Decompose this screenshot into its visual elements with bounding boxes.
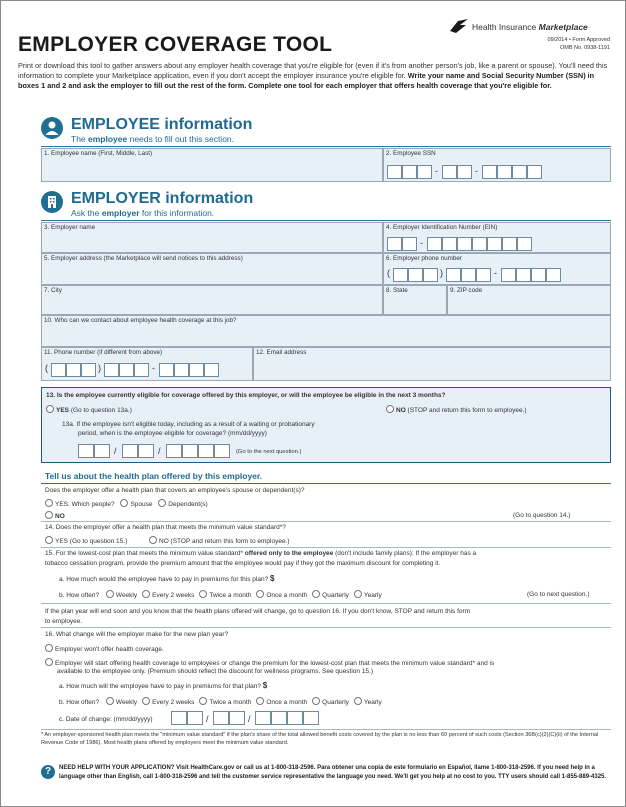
q15-frequency-option[interactable]: Weekly xyxy=(106,592,137,599)
help-question-icon: ? xyxy=(41,765,55,779)
ssn-digit[interactable] xyxy=(417,165,432,179)
radio-icon xyxy=(158,499,166,507)
ein-digit[interactable] xyxy=(502,237,517,251)
building-icon xyxy=(41,191,63,213)
radio-icon xyxy=(354,590,362,598)
form-date: 09/2014 • Form Approved xyxy=(547,37,610,43)
question-13-box: 13. Is the employee currently eligible for coverage offered by this employer, or will the employee be eligible in the next 3 months? YES (Go to question 13a.) NO (STOP and return this form to employee.) 13a. If the employee isn't eligible today, including as a result of a waiting or probationary period, when is the employee eligible for coverage? (mm/dd/yyyy) / / (Go to the next question.) xyxy=(41,387,611,463)
radio-icon xyxy=(106,697,114,705)
change-date-box[interactable] xyxy=(255,711,271,725)
q16-option-change[interactable]: Employer will start offering health coverage to employees or change the premium for the lowest-cost plan that meets the minimum value standard* and is xyxy=(45,658,494,667)
ein-digit[interactable] xyxy=(487,237,502,251)
help-text: NEED HELP WITH YOUR APPLICATION? Visit HealthCare.gov or call us at 1-800-318-2596. Para obtener una copia de este formulario en Español, llame 1-800-318-2596. If you need help in a language other than English, call 1-800-318-2596 and tell the customer service representative the language you need. We'll get you help at no cost to you. TTY users should call 1-855-889-4325. xyxy=(59,765,607,780)
q13-no-option[interactable]: NO (STOP and return this form to employee.) xyxy=(386,405,527,414)
q16-text: 16. What change will the employer make for the new plan year? xyxy=(45,631,229,638)
ein-digit[interactable] xyxy=(517,237,532,251)
brand-prefix: Health Insurance xyxy=(472,22,537,32)
footnote: * An employer-sponsored health plan meets the "minimum value standard" if the plan's share of the total allowed benefit costs covered by the plan is no less than 60 percent of such costs (Section 36B(c)(2)(C)(ii) of the Internal Revenue Code of 1986). Most health plans offered by employers meet the minimum value standard. xyxy=(41,732,599,746)
date-year[interactable] xyxy=(198,444,214,458)
change-date-box[interactable] xyxy=(303,711,319,725)
plan-section-title: Tell us about the health plan offered by this employer. xyxy=(45,471,263,481)
contact-phone-field[interactable]: 11. Phone number (if different from above) ( ) - xyxy=(41,347,253,381)
date-year[interactable] xyxy=(166,444,182,458)
q15-line2: tobacco cessation program, provide the premium amount that the employee would pay if they got the maximum discount for completing it. xyxy=(45,560,441,567)
q16-option-change-2: available to the employee only. (Premium should reflect the discount for wellness programs. See question 15.) xyxy=(57,668,374,675)
radio-icon xyxy=(354,697,362,705)
q16-option-no-coverage[interactable]: Employer won't offer health coverage. xyxy=(45,644,164,653)
radio-icon xyxy=(199,697,207,705)
marketplace-logo-icon xyxy=(448,17,470,35)
radio-icon xyxy=(45,536,53,544)
employer-phone-field[interactable]: 6. Employer phone number ( ) - xyxy=(383,253,611,285)
q15-frequency-option[interactable]: Quarterly xyxy=(312,592,349,599)
date-month[interactable] xyxy=(78,444,94,458)
employee-ssn-field[interactable]: 2. Employee SSN - - xyxy=(383,148,611,182)
radio-icon xyxy=(142,697,150,705)
radio-icon xyxy=(256,697,264,705)
q15-line1: 15. For the lowest-cost plan that meets the minimum value standard* offered only to the employee (don't include family plans): If the employer has a xyxy=(45,550,477,557)
date-day[interactable] xyxy=(138,444,154,458)
ssn-digit[interactable] xyxy=(387,165,402,179)
q13-text: 13. Is the employee currently eligible for coverage offered by this employer, or will the employee be eligible in the next 3 months? xyxy=(46,392,446,399)
employer-name-field[interactable]: 3. Employer name xyxy=(41,222,383,253)
plan-end-note: If the plan year will end soon and you know that the health plans offered will change, go to question 16. If you don't know, STOP and return this form xyxy=(45,608,471,615)
q13a-line2: period, when is the employee eligible for coverage? (mm/dd/yyyy) xyxy=(78,430,267,437)
radio-icon xyxy=(149,536,157,544)
divider xyxy=(41,483,611,484)
section-divider xyxy=(41,146,611,147)
change-date-box[interactable] xyxy=(271,711,287,725)
employer-ein-field[interactable]: 4. Employer Identification Number (EIN) - xyxy=(383,222,611,253)
date-year[interactable] xyxy=(214,444,230,458)
employee-section-subtitle: The employee needs to fill out this section. xyxy=(71,134,235,144)
ssn-digit[interactable] xyxy=(402,165,417,179)
q16c-text: c. Date of change: (mm/dd/yyyy) xyxy=(59,716,153,723)
change-date-box[interactable] xyxy=(171,711,187,725)
plan-end-note-2: to employee. xyxy=(45,618,83,625)
q16b-row: b. How often? Weekly Every 2 weeks Twice a month Once a month Quarterly Yearly xyxy=(59,699,382,706)
ein-digit[interactable] xyxy=(427,237,442,251)
ein-digit[interactable] xyxy=(387,237,402,251)
q15b-row: b. How often? Weekly Every 2 weeks Twice a month Once a month Quarterly Yearly xyxy=(59,592,382,599)
change-date-box[interactable] xyxy=(287,711,303,725)
ein-digit[interactable] xyxy=(402,237,417,251)
q15-frequency-option[interactable]: Yearly xyxy=(354,592,382,599)
radio-icon xyxy=(45,644,53,652)
dependents-option[interactable]: Dependent(s) xyxy=(158,501,207,508)
date-month[interactable] xyxy=(94,444,110,458)
q15-frequency-option[interactable]: Once a month xyxy=(256,592,307,599)
employee-name-field[interactable]: 1. Employee name (First, Middle, Last) xyxy=(41,148,383,182)
radio-icon xyxy=(312,590,320,598)
q15-frequency-options xyxy=(101,592,382,599)
radio-icon xyxy=(142,590,150,598)
radio-icon xyxy=(46,405,54,413)
q16-frequency-option[interactable]: Weekly xyxy=(106,699,137,706)
intro-bold: Write your name and Social Security Number (SSN) in boxes 1 and 2 and ask the employer to fill out the rest of the form. Complete one tool for each employer that offers health coverage that you're eligible for. xyxy=(18,71,595,91)
q16-frequency-option[interactable]: Every 2 weeks xyxy=(142,699,194,706)
change-date-box[interactable] xyxy=(229,711,245,725)
q14-yes-option[interactable]: YES (Go to question 15.) xyxy=(45,536,127,545)
radio-icon xyxy=(312,697,320,705)
date-day[interactable] xyxy=(122,444,138,458)
intro-text: Print or download this tool to gather answers about any employer health coverage that you're eligible for (even if it's from another person's job, like a parent or spouse). You'll need this information to complete your Marketplace application, even if you don't accept the employer insurance you're eligible for. xyxy=(18,61,608,81)
change-date-box[interactable] xyxy=(213,711,229,725)
q16-frequency-option[interactable]: Quarterly xyxy=(312,699,349,706)
q14-no-option[interactable]: NO (STOP and return this form to employee.) xyxy=(149,536,290,545)
radio-icon xyxy=(106,590,114,598)
ssn-digit[interactable] xyxy=(512,165,527,179)
marketplace-brand xyxy=(446,15,616,55)
radio-icon xyxy=(386,405,394,413)
yes-which-option[interactable]: YES. Which people? xyxy=(45,501,115,508)
q14-text: 14. Does the employer offer a health plan that meets the minimum value standard*? xyxy=(45,524,286,531)
zip-field[interactable]: 9. ZIP code xyxy=(447,285,611,315)
ssn-digit[interactable] xyxy=(527,165,542,179)
q15-frequency-option[interactable]: Twice a month xyxy=(199,592,251,599)
goto-next-note: (Go to next question.) xyxy=(527,591,590,598)
q16-frequency-option[interactable]: Twice a month xyxy=(199,699,251,706)
q16-frequency-option[interactable]: Once a month xyxy=(256,699,307,706)
ssn-digit[interactable] xyxy=(442,165,457,179)
email-field[interactable]: 12. Email address xyxy=(253,347,611,381)
employer-section-subtitle: Ask the employer for this information. xyxy=(71,208,215,218)
q13a-next-note: (Go to the next question.) xyxy=(236,449,302,455)
ein-digit[interactable] xyxy=(472,237,487,251)
q16-frequency-options xyxy=(101,699,382,706)
page-title: EMPLOYER COVERAGE TOOL xyxy=(18,33,333,56)
radio-icon xyxy=(256,590,264,598)
brand-name: Marketplace xyxy=(538,22,588,32)
employer-coverage-tool-page: EMPLOYER COVERAGE TOOL Health Insurance Marketplace 09/2014 • Form Approved OMB No. 0938-1191 Print or download this tool to gather answers about any employer health coverage that you're eligible for (even if it's from another person's job, like a parent or spouse). You'll need this information to complete your Marketplace application, even if you don't accept the employer insurance you're eligible for. Write your name and Social Security Number (SSN) in boxes 1 and 2 and ask the employer to fill out the rest of the form. Complete one tool for each employer that offers health coverage that you're eligible for. EMPLOYEE information The employee needs to fill out this section. 1. Employee name (First, Middle, Last) 2. Employee SSN - - EMPLOYER information Ask the employer for this information. 3. Employer name 4. Employer Identification Number (EIN) - 5. Employer address (the Marketplace will send notices to this address) 6. Employer phone number ( ) - 7. City 8. State 9. ZIP code 10. Who can we contact about employee health coverage at this job? 11. Phone number (if different from above) ( ) - 12. Email address 13. Is the employee currently eligible for coverage offered by this employer, or will the employee be eligible in the next 3 months? YES (Go to question 13a.) NO (STOP and return this form to employee.) 13a. If the employee isn't eligible today, including as a result of a waiting or probationary period, when is the employee eligible for coverage? (mm/dd/yyyy) / / (Go to the next question.) Tell us about the health plan offered by this employer. Does the employer offer a health plan that covers an employee's spouse or dependent(s)? YES. Which people? Spouse Dependent(s) NO (Go to question 14.) 14. Does the employer offer a health plan that meets the minimum value standard*? YES (Go to question 15.) NO (STOP and return this form to employee.) 15. For the lowest-cost plan that meets the minimum value standard* offered only to the employee (don't include family plans): If the employer has a tobacco cessation program, provide the premium amount that the employee would pay if they got the maximum discount for completing it. a. How much would the employee have to pay in premiums for this plan? $ b. How often? Weekly Every 2 weeks Twice a month Once a month Quarterly Yearly (Go to next question.) If the plan year will end soon and you know that the health plans offered will change, go to question 16. If you don't know, STOP and return this form to employee. 16. What change will the employer make for the new plan year? Employer won't offer health coverage. Employer will start offering health coverage to employees or change the premium for the lowest-cost plan that meets the minimum value standard* and is available to the employee only. (Premium should reflect the discount for wellness programs. See question 15.) a. How much will the employee have to pay in premiums for that plan? $ b. How often? Weekly Every 2 weeks Twice a month Once a month Quarterly Yearly c. Date of change: (mm/dd/yyyy) / / * An employer-sponsored health plan meets the "minimum value standard" if the plan's share of the total allowed benefit costs covered by the plan is no less than 60 percent of such costs (Section 36B(c)(2)(C)(ii) of the Internal Revenue Code of 1986). Most health plans offered by employers meet the minimum value standard. ? NEED HELP WITH YOUR APPLICATION? Visit HealthCare.gov or call us at 1-800-318-2596. Para obtener una copia de este formulario en Español, llame 1-800-318-2596. If you need help in a language other than English, call 1-800-318-2596 and tell the customer service representative the language you need. We'll get you help at no cost to you. TTY users should call 1-855-889-4325. xyxy=(0,0,626,807)
radio-icon xyxy=(45,499,53,507)
spouse-no-option[interactable]: NO xyxy=(45,511,65,520)
ssn-digit[interactable] xyxy=(457,165,472,179)
ein-digit[interactable] xyxy=(457,237,472,251)
employer-address-field[interactable]: 5. Employer address (the Marketplace will send notices to this address) xyxy=(41,253,383,285)
date-year[interactable] xyxy=(182,444,198,458)
q13-yes-option[interactable]: YES (Go to question 13a.) xyxy=(46,405,132,414)
employee-section-title: EMPLOYEE information xyxy=(71,116,253,133)
section-divider xyxy=(41,220,611,221)
q13a-line1: 13a. If the employee isn't eligible today, including as a result of a waiting or probationary xyxy=(62,421,315,428)
goto-14-note: (Go to question 14.) xyxy=(513,512,571,519)
change-date-box[interactable] xyxy=(187,711,203,725)
q15-frequency-option[interactable]: Every 2 weeks xyxy=(142,592,194,599)
q-spouse-text: Does the employer offer a health plan that covers an employee's spouse or dependent(s)? xyxy=(45,487,305,494)
radio-icon xyxy=(45,658,53,666)
q16a-text: a. How much will the employee have to pay in premiums for that plan? $ xyxy=(59,681,268,690)
contact-field[interactable]: 10. Who can we contact about employee health coverage at this job? xyxy=(41,315,611,347)
radio-icon xyxy=(45,511,53,519)
city-field[interactable]: 7. City xyxy=(41,285,383,315)
radio-icon xyxy=(199,590,207,598)
radio-icon xyxy=(120,499,128,507)
intro-paragraph xyxy=(18,61,612,92)
q16-frequency-option[interactable]: Yearly xyxy=(354,699,382,706)
state-field[interactable]: 8. State xyxy=(383,285,447,315)
ssn-digit[interactable] xyxy=(497,165,512,179)
person-icon xyxy=(41,117,63,139)
spouse-option[interactable]: Spouse xyxy=(120,501,152,508)
ein-digit[interactable] xyxy=(442,237,457,251)
q15a-text: a. How much would the employee have to pay in premiums for this plan? $ xyxy=(59,574,275,583)
ssn-digit[interactable] xyxy=(482,165,497,179)
employer-section-title: EMPLOYER information xyxy=(71,190,254,207)
omb-number: OMB No. 0938-1191 xyxy=(559,45,610,51)
